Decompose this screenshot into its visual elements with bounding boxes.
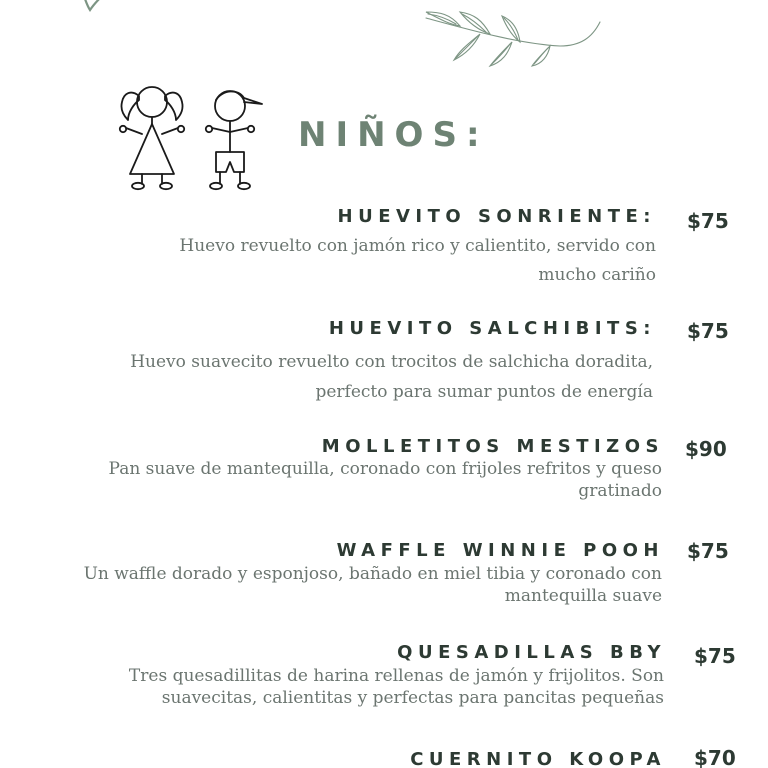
- item-name-quesadillas-bby: QUESADILLAS BBY: [397, 642, 666, 663]
- item-price-waffle-winnie-pooh: $75: [687, 539, 729, 563]
- item-name-molletitos-mestizos: MOLLETITOS MESTIZOS: [321, 436, 664, 457]
- item-description-quesadillas-bby: Tres quesadillitas de harina rellenas de jamón y frijolitos. Son suavecitas, calientitas y perfectas para pancitas pequeñas: [128, 666, 664, 708]
- item-name-waffle-winnie-pooh: WAFFLE WINNIE POOH: [336, 540, 664, 561]
- item-name-huevito-salchibits: HUEVITO SALCHIBITS:: [328, 318, 656, 339]
- stick-figure-kids-icon: [110, 82, 270, 197]
- section-title: NIÑOS:: [298, 115, 489, 155]
- item-name-huevito-sonriente: HUEVITO SONRIENTE:: [337, 206, 656, 227]
- item-price-huevito-salchibits: $75: [687, 319, 729, 343]
- item-name-cuernito-koopa: CUERNITO KOOPA: [410, 749, 666, 768]
- item-description-waffle-winnie-pooh: Un waffle dorado y esponjoso, bañado en miel tibia y coronado con mantequilla suave: [83, 564, 662, 606]
- item-description-molletitos-mestizos: Pan suave de mantequilla, coronado con frijoles refritos y queso gratinado: [108, 459, 662, 501]
- item-price-cuernito-koopa: $70: [694, 746, 736, 768]
- leaf-branch-icon: [420, 4, 610, 70]
- item-price-huevito-sonriente: $75: [687, 209, 729, 233]
- item-price-molletitos-mestizos: $90: [685, 437, 727, 461]
- item-price-quesadillas-bby: $75: [694, 644, 736, 668]
- item-description-huevito-salchibits: Huevo suavecito revuelto con trocitos de salchicha doradita, perfecto para sumar puntos de energía: [130, 352, 653, 402]
- item-description-huevito-sonriente: Huevo revuelto con jamón rico y calientito, servido con mucho cariño: [179, 236, 656, 285]
- brush-stroke-icon: [70, 0, 110, 14]
